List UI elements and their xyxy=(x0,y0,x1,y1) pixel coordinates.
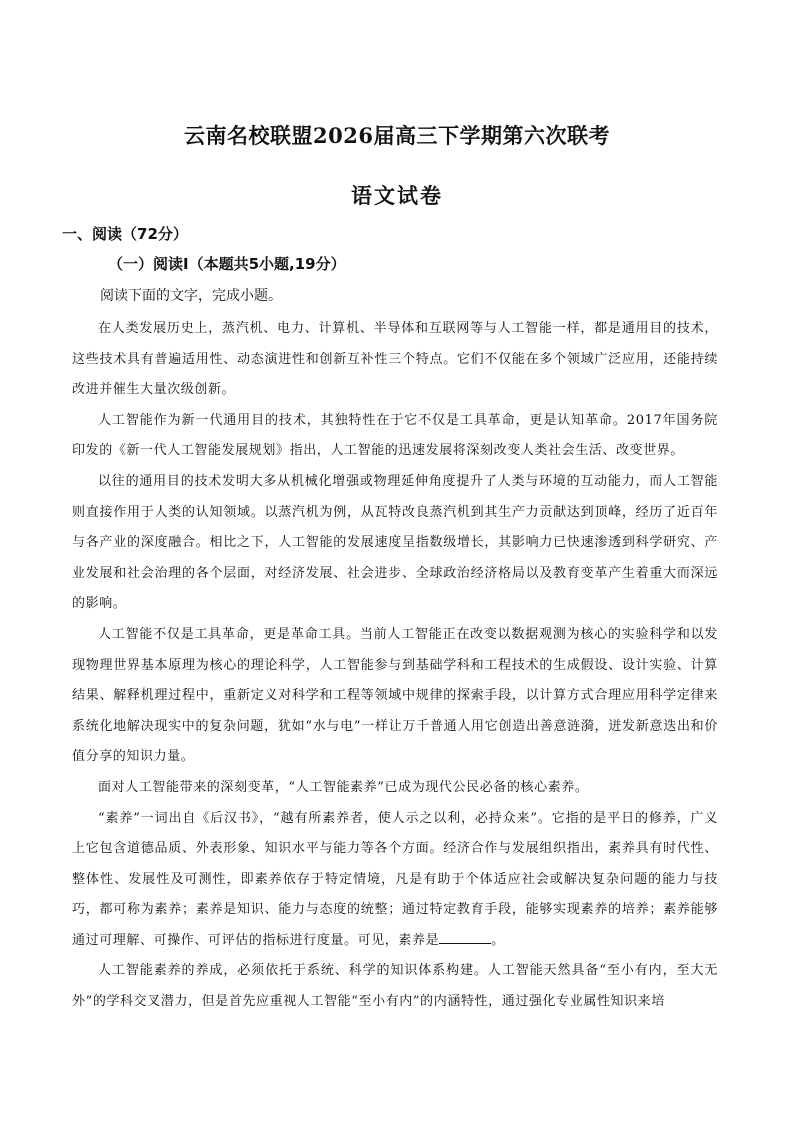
exam-title: 云南名校联盟2026届高三下学期第六次联考 xyxy=(184,123,610,148)
reading-passage xyxy=(72,314,718,1018)
paragraph-7: 人工智能素养的养成，必须依托于系统、科学的知识体系构建。人工智能天然具备“至小有内，至大无外”的学科交叉潜力，但是首先应重视人工智能“至小有内”的内涵特性，通过强化专业属性知识来培 xyxy=(72,963,718,1010)
paragraph-4: 人工智能不仅是工具革命，更是革命工具。当前人工智能正在改变以数据观测为核心的实验科学和以发现物理世界基本原理为核心的理论科学，人工智能参与到基础学科和工程技术的生成假设、设计实验、计算结果、解释机理过程中，重新定义对科学和工程等领域中规律的探索手段，以计算方式合理应用科学定律来系统化地解决现实中的复杂问题，犹如“水与电”一样让万千普通人用它创造出善意涟漪，迸发新意迭出和价值分享的知识力量。 xyxy=(72,626,718,765)
section-heading: 一、阅读（72分） xyxy=(62,225,188,243)
subsection-heading: （一）阅读Ⅰ（本题共5小题,19分） xyxy=(108,255,346,273)
reading-instruction: 阅读下面的文字，完成小题。 xyxy=(100,288,282,304)
paragraph-6-end: 。 xyxy=(491,932,505,948)
paragraph-1: 在人类发展历史上，蒸汽机、电力、计算机、半导体和互联网等与人工智能一样，都是通用目的技术，这些技术具有普遍适用性、动态演进性和创新互补性三个特点。它们不仅能在多个领域广泛应用，还能持续改进并催生大量次级创新。 xyxy=(72,321,718,398)
fill-in-blank[interactable] xyxy=(439,929,491,944)
exam-subtitle: 语文试卷 xyxy=(351,183,443,208)
paragraph-5: 面对人工智能带来的深刻变革，“人工智能素养”已成为现代公民必备的核心素养。 xyxy=(98,779,589,795)
paragraph-2: 人工智能作为新一代通用目的技术，其独特性在于它不仅是工具革命，更是认知革命。2017年国务院印发的《新一代人工智能发展规划》指出，人工智能的迅速发展将深刻改变人类社会生活、改变世界。 xyxy=(72,412,718,459)
paragraph-3: 以往的通用目的技术发明大多从机械化增强或物理延伸角度提升了人类与环境的互动能力，而人工智能则直接作用于人类的认知领域。以蒸汽机为例，从瓦特改良蒸汽机到其生产力贡献达到顶峰，经历了近百年与各产业的深度融合。相比之下，人工智能的发展速度呈指数级增长，其影响力已快速渗透到科学研究、产业发展和社会治理的各个层面，对经济发展、社会进步、全球政治经济格局以及教育变革产生着重大而深远的影响。 xyxy=(72,473,718,612)
paragraph-6 xyxy=(72,804,718,957)
paragraph-6-text: “素养”一词出自《后汉书》，“越有所素养者，使人示之以利，必持众来”。它指的是平日的修养，广义上它包含道德品质、外表形象、知识水平与能力等各个方面。经济合作与发展组织指出，素养具有时代性、整体性、发展性及可测性，即素养依存于特定情境，凡是有助于个体适应社会或解决复杂问题的能力与技巧，都可称为素养；素养是知识、能力与态度的统整；通过特定教育手段，能够实现素养的培养；素养能够通过可理解、可操作、可评估的指标进行度量。可见，素养是 xyxy=(72,810,718,948)
